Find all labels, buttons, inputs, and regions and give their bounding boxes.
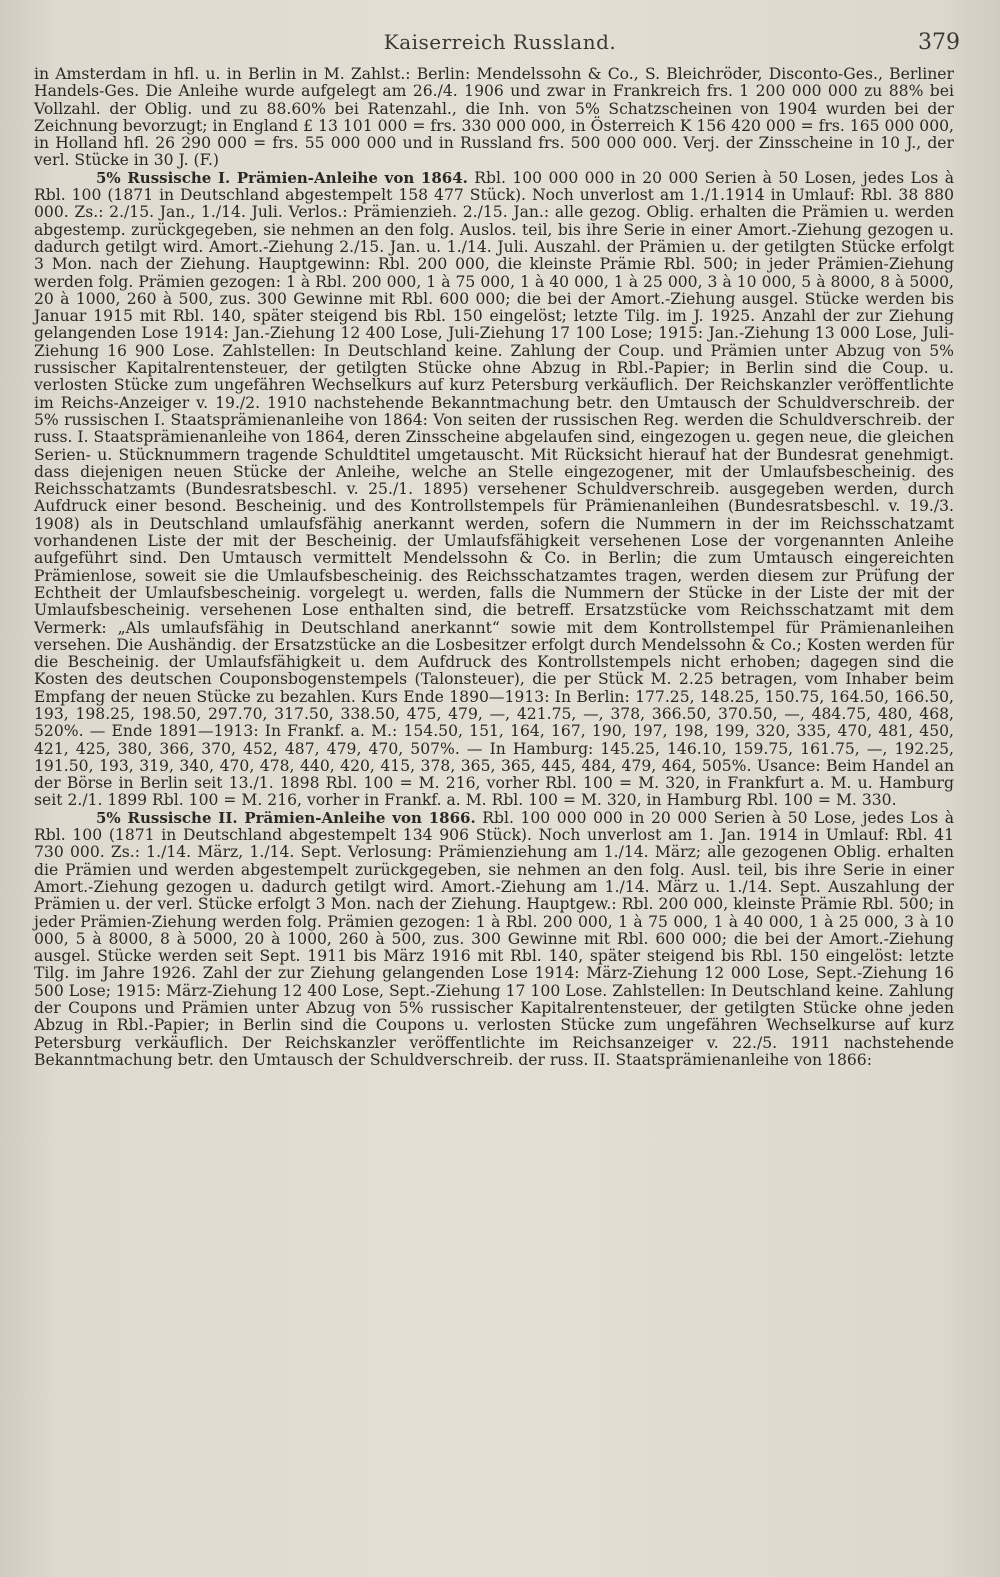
page-header	[0, 30, 1000, 60]
section-1864-loan	[34, 170, 954, 810]
page-number: 379	[918, 30, 960, 55]
section-text-1864: Rbl. 100 000 000 in 20 000 Serien à 50 Losen, jedes Los à Rbl. 100 (1871 in Deutschland abgestempelt 158 477 Stück). Noch unverlost am 1./1.1914 in Umlauf: Rbl. 38 880 000. Zs.: 2./15. Jan., 1./14. Juli. Verlos.: Prämienzieh. 2./15. Jan.: alle gezog. Oblig. erhalten die Prämien u. werden abgestemp. zurückgegeben, sie nehmen an den folg. Auslos. teil, bis ihre Serie in einer Amort.-Ziehung gezogen u. dadurch getilgt wird. Amort.-Ziehung 2./15. Jan. u. 1./14. Juli. Auszahl. der Prämien u. der getilgten Stücke erfolgt 3 Mon. nach der Ziehung. Hauptgewinn: Rbl. 200 000, die kleinste Prämie Rbl. 500; in jeder Prämien-Ziehung werden folg. Prämien gezogen: 1 à Rbl. 200 000, 1 à 75 000, 1 à 40 000, 1 à 25 000, 3 à 10 000, 5 à 8000, 8 à 5000, 20 à 1000, 260 à 500, zus. 300 Gewinne mit Rbl. 600 000; die bei der Amort.-Ziehung ausgel. Stücke werden bis Januar 1915 mit Rbl. 140, später steigend bis Rbl. 150 eingelöst; letzte Tilg. im J. 1925. Anzahl der zur Ziehung gelangenden Lose 1914: Jan.-Ziehung 12 400 Lose, Juli-Ziehung 17 100 Lose; 1915: Jan.-Ziehung 13 000 Lose, Juli-Ziehung 16 900 Lose. Zahlstellen: In Deutschland keine. Zahlung der Coup. und Prämien unter Abzug von 5% russischer Kapitalrentensteuer, der getilgten Stücke ohne Abzug in Rbl.-Papier; in Berlin sind die Coup. u. verlosten Stücke zum ungefähren Wechselkurs auf kurz Petersburg verkäuflich. Der Reichskanzler veröffentlichte im Reichs-Anzeiger v. 19./2. 1910 nachstehende Bekanntmachung betr. den Umtausch der Schuldverschreib. der 5% russischen I. Staatsprämienanleihe von 1864: Von seiten der russischen Reg. werden die Schuldverschreib. der russ. I. Staatsprämienanleihe von 1864, deren Zinsscheine abgelaufen sind, eingezogen u. gegen neue, die gleichen Serien- u. Stücknummern tragende Schuldtitel umgetauscht. Mit Rücksicht hierauf hat der Bundesrat genehmigt. dass diejenigen neuen Stücke der Anleihe, welche an Stelle eingezogener, mit der Umlaufsbescheinig. des Reichsschatzamts (Bundesratsbeschl. v. 25./1. 1895) versehener Schuldverschreib. ausgegeben werden, durch Aufdruck einer besond. Bescheinig. und des Kontrollstempels für Prämienanleihen (Bundesratsbeschl. v. 19./3. 1908) als in Deutschland umlaufsfähig anerkannt werden, sofern die Nummern in der im Reichsschatzamt vorhandenen Liste der mit der Bescheinig. der Umlaufsfähigkeit versehenen Lose der vorgenannten Anleihe aufgeführt sind. Den Umtausch vermittelt Mendelssohn & Co. in Berlin; die zum Umtausch eingereichten Prämienlose, soweit sie die Umlaufsbescheinig. des Reichsschatzamtes tragen, werden diesem zur Prüfung der Echtheit der Umlaufsbescheinig. vorgelegt u. werden, falls die Nummern der Stücke in der Liste der mit der Umlaufsbescheinig. versehenen Lose enthalten sind, die betreff. Ersatzstücke vom Reichsschatzamt mit dem Vermerk: „Als umlaufsfähig in Deutschland anerkannt“ sowie mit dem Kontrollstempel für Prämienanleihen versehen. Die Aushändig. der Ersatzstücke an die Losbesitzer erfolgt durch Mendelssohn & Co.; Kosten werden für die Bescheinig. der Umlaufsfähigkeit u. dem Aufdruck des Kontrollstempels nicht erhoben; dagegen sind die Kosten des deutschen Couponsbogenstempels (Talonsteuer), die per Stück M. 2.25 betragen, vom Inhaber beim Empfang der neuen Stücke zu bezahlen. Kurs Ende 1890—1913: In Berlin: 177.25, 148.25, 150.75, 164.50, 166.50, 193, 198.25, 198.50, 297.70, 317.50, 338.50, 475, 479, —, 421.75, —, 378, 366.50, 370.50, —, 484.75, 480, 468, 520%. — Ende 1891—1913: In Frankf. a. M.: 154.50, 151, 164, 167, 190, 197, 198, 199, 320, 335, 470, 481, 450, 421, 425, 380, 366, 370, 452, 487, 479, 470, 507%. — In Hamburg: 145.25, 146.10, 159.75, 161.75, —, 192.25, 191.50, 193, 319, 340, 470, 478, 440, 420, 415, 378, 365, 365, 445, 484, 479, 464, 505%. Usance: Beim Handel an der Börse in Berlin seit 13./1. 1898 Rbl. 100 = M. 216, vorher Rbl. 100 = M. 320, in Frankfurt a. M. u. Hamburg seit 2./1. 1899 Rbl. 100 = M. 216, vorher in Frankf. a. M. Rbl. 100 = M. 320, in Hamburg Rbl. 100 = M. 330.	[34, 168, 954, 810]
section-heading-1864: 5% Russische I. Prämien-Anleihe von 1864.	[96, 168, 468, 187]
section-text-1866: Rbl. 100 000 000 in 20 000 Serien à 50 Lose, jedes Los à Rbl. 100 (1871 in Deutschland abgestempelt 134 906 Stück). Noch unverlost am 1. Jan. 1914 in Umlauf: Rbl. 41 730 000. Zs.: 1./14. März, 1./14. Sept. Verlosung: Prämienziehung am 1./14. März; alle gezogenen Oblig. erhalten die Prämien und werden abgestempelt zurückgegeben, sie nehmen an den folg. Ausl. teil, bis ihre Serie in einer Amort.-Ziehung gezogen u. dadurch getilgt wird. Amort.-Ziehung am 1./14. März u. 1./14. Sept. Auszahlung der Prämien u. der verl. Stücke erfolgt 3 Mon. nach der Ziehung. Hauptgew.: Rbl. 200 000, kleinste Prämie Rbl. 500; in jeder Prämien-Ziehung werden folg. Prämien gezogen: 1 à Rbl. 200 000, 1 à 75 000, 1 à 40 000, 1 à 25 000, 3 à 10 000, 5 à 8000, 8 à 5000, 20 à 1000, 260 à 500, zus. 300 Gewinne mit Rbl. 600 000; die bei der Amort.-Ziehung ausgel. Stücke werden seit Sept. 1911 bis März 1916 mit Rbl. 140, später steigend bis Rbl. 150 eingelöst: letzte Tilg. im Jahre 1926. Zahl der zur Ziehung gelangenden Lose 1914: März-Ziehung 12 000 Lose, Sept.-Ziehung 16 500 Lose; 1915: März-Ziehung 12 400 Lose, Sept.-Ziehung 17 100 Lose. Zahlstellen: In Deutschland keine. Zahlung der Coupons und Prämien unter Abzug von 5% russischer Kapitalrentensteuer, der getilgten Stücke ohne jeden Abzug in Rbl.-Papier; in Berlin sind die Coupons u. verlosten Stücke zum ungefähren Wechselkurse auf kurz Petersburg verkäuflich. Der Reichskanzler veröffentlichte im Reichsanzeiger v. 22./5. 1911 nachstehende Bekanntmachung betr. den Umtausch der Schuldverschreib. der russ. II. Staatsprämienanleihe von 1866:	[34, 808, 955, 1069]
section-heading-1866: 5% Russische II. Prämien-Anleihe von 1866.	[96, 808, 476, 827]
section-1866-loan	[34, 810, 954, 1069]
document-body	[34, 66, 954, 1069]
paragraph-intro: in Amsterdam in hfl. u. in Berlin in M. Zahlst.: Berlin: Mendelssohn & Co., S. Bleichröder, Disconto-Ges., Berliner Handels-Ges. Die Anleihe wurde aufgelegt am 26./4. 1906 und zwar in Frankreich frs. 1 200 000 000 zu 88% bei Vollzahl. der Oblig. und zu 88.60% bei Ratenzahl., die Inh. von 5% Schatzscheinen von 1904 wurden bei der Zeichnung bevorzugt; in England £ 13 101 000 = frs. 330 000 000, in Österreich K 156 420 000 = frs. 165 000 000, in Holland hfl. 26 290 000 = frs. 55 000 000 und in Russland frs. 500 000 000. Verj. der Zinsscheine in 10 J., der verl. Stücke in 30 J. (F.)	[34, 65, 954, 170]
running-title: Kaiserreich Russland.	[383, 30, 617, 54]
